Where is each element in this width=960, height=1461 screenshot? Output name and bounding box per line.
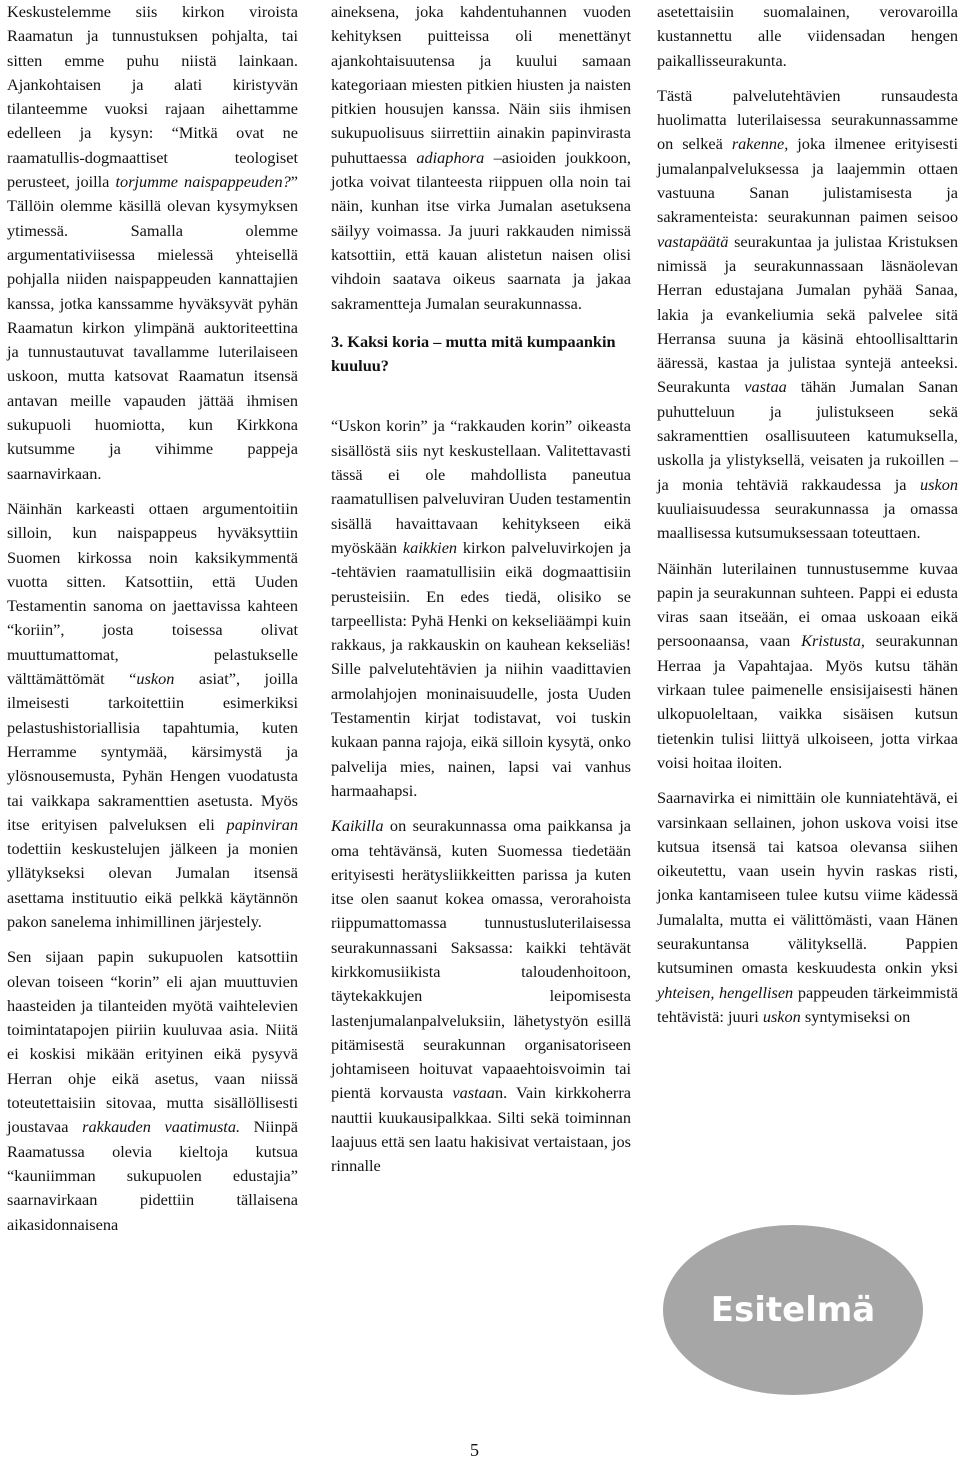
paragraph: Kaikilla on seurakunnassa oma paikkansa ja oma tehtävänsä, kuten Suomessa tiedetään erityisesti herätysliikkeitten parissa ja kuten itse olen saanut kokea omassa, verorahoista riippumattomassa tunnustusluterilaisessa seurakunnassani Saksassa: kaikki tehtävät kirkkomusiikista taloudenhoitoon, täytekakkujen leipomisesta lastenjumalanpalveluksiin, lähetystyön esillä pitämisestä seurakunnan organisatoriseen johtamiseen hoituvat vapaaehtoisvoimin tai pientä korvausta vastaan. Vain kirkkoherra nauttii kuukausipalkkaa. Silti sekä toiminnan laajuus että sen laatu hakisivat vertaistaan, jos rinnalle	[331, 816, 631, 1176]
paragraph: Näinhän luterilainen tunnustusemme kuvaa papin ja seurakunnan suhteen. Pappi ei edusta viras saan itseään, ei omaa uskoaan eikä persoonaansa, vaan Kristusta, seurakunnan Herraa ja Vapahtajaa. Myös kutsu tähän virkaan tulee paimenelle ensisijaisesti hänen ulkopuoleltaan, vaikka sisäisen kutsun tietenkin tulisi liittyä ulkoiseen, jotta virkaa voisi hoitaa iloiten.	[657, 558, 958, 772]
paragraph: “Uskon korin” ja “rakkauden korin” oikeasta sisällöstä siis nyt keskustellaan. Valitettavasti tässä ei ole mahdollista paneutua raamatullisen palveluviran Uuden testamentin sisällä havaittavaan kehitykseen eikä myöskään kaikkien kirkon palveluvirkojen ja -tehtävien raamatullisiin eikä dogmaattisiin perusteisiin. En edes tiedä, olisiko se tarpeellista: Pyhä Henki on kekseliäämpi kuin rakkaus, ja rakkauskin on kauhean kekseliäs! Sille palvelutehtävien ja niihin vaadittavien armolahjojen moninaisuudelle, josta Uuden Testamentin kirjat todistavat, voi tuskin kukaan panna rajoja, eikä silloin kysytä, onko palvelija mies, nainen, lapsi vai vanhus harmaahapsi.	[331, 416, 631, 800]
column-left	[7, 0, 298, 1248]
column-middle	[331, 0, 631, 1190]
paragraph: aineksena, joka kahdentuhannen vuoden kehityksen puitteissa oli menettänyt ajankohtaisuutensa ja kuului samaan kategoriaan miesten pitkien hiusten ja naisten pitkien housujen kanssa. Näin siis ihmisen sukupuolisuus siirrettiin ainakin papinvirasta puhuttaessa adiaphora –asioiden joukkoon, jotka voivat tilanteesta riippuen olla noin tai näin, kunhan itse virka Jumalan asetuksena säilyy voimassa. Ja juuri rakkauden nimissä katsottiin, että kauan alistetun naisen olisi vihdoin saatava oikeus saarnata ja jakaa sakramentteja Jumalan seurakunnassa.	[331, 2, 631, 313]
paragraph: Tästä palvelutehtävien runsaudesta huolimatta luterilaisessa seurakunnassamme on selkeä rakenne, joka ilmenee erityisesti jumalanpalveluksessa ja laajemmin ottaen vastuuna Sanan julistamisesta ja sakramenteista: seurakunnan paimen seisoo vastapäätä seurakuntaa ja julistaa Kristuksen nimissä ja seurakunnassaan läsnäolevan Herran edustajana Jumalan pyhää Sanaa, lakia ja evankeliumia sekä palvelee sitä Herransa suuna ja käsinä ehtoollisalttarin ääressä, kastaa ja julistaa syntejä anteeksi. Seurakunta vastaa tähän Jumalan Sanan puhutteluun ja julistukseen sekä sakramenttien osallisuuteen katumuksella, uskolla ja ylistyksellä, veisaten ja rukoillen – ja monia tehtäviä rakkaudessa ja uskon kuuliaisuudessa seurakunnassa ja omassa maallisessa kutsumuksessaan toteuttaen.	[657, 85, 959, 543]
paragraph: Näinhän karkeasti ottaen argumentoitiin silloin, kun naispappeus hyväksyttiin Suomen kirkossa noin kaksikymmentä vuotta sitten. Katsottiin, että Uuden Testamentin sanoma on jaettavissa kahteen “koriin”, josta toisessa olivat muuttumattomat, pelastukselle välttämättömät “uskon asiat”, joilla ilmeisesti tarkoitettiin esimerkiksi pelastushistoriallisia tapahtumia, kuten Herramme syntymää, kärsimystä ja ylösnousemusta, Pyhän Hengen vuodatusta tai vaikkapa sakramenttien asetusta. Myös itse erityisen palveluksen eli papinviran todettiin keskustelujen jälkeen ja monien yllätykseksi olevan Jumalan itsensä asettama instituutio eikä pelkkä käytännön pakon sanelema inhimillinen järjestely.	[7, 498, 299, 931]
paragraph: Sen sijaan papin sukupuolen katsottiin olevan toiseen “korin” eli ajan muuttuvien haasteiden ja tilanteiden myötä vaihtelevien toimintatapojen piiriin kuuluvaa asia. Niitä ei koskisi mikään erityinen eikä pysyvä Herran ohje eikä asetus, vaan niissä toteutettaisiin sitovaa, mutta sisällöllisesti joustavaa rakkauden vaatimusta. Niinpä Raamatussa olevia kieltoja kutsua “kauniimman sukupuolen edustajia” saarnavirkaan pidettiin tällaisena aikasidonnaisena	[7, 947, 298, 1234]
badge-label: Esitelmä	[710, 1290, 876, 1330]
section-badge	[663, 1225, 923, 1395]
paragraph: Keskustelemme siis kirkon viroista Raamatun ja tunnustuksen pohjalta, tai sitten emme puhu niistä lainkaan. Ajankohtaisen ja alati kiristyvän tilanteemme vuoksi rajaan aihettamme edelleen ja kysyn: “Mitkä ovat ne raamatullis-dogmaattiset teologiset perusteet, joilla torjumme naispappeuden?” Tällöin olemme käsillä olevan kysymyksen ytimessä. Samalla olemme argumentativiisessa mielessä yhteisellä pohjalla niiden naispappeuden kannattajien kanssa, jotka kanssamme hyväksyvät pyhän Raamatun kirkon ylimpänä auktoriteettina ja tunnustautuvat tavallamme luterilaiseen uskoon, mutta katsovat Raamatun itsensä antavan meille vapauden jättää ihmisen sukupuoli huomiotta, kun Kirkkona kutsumme ja vihimme pappeja saarnavirkaan.	[7, 2, 299, 483]
paragraph: asetettaisiin suomalainen, verovaroilla kustannettu alle viidensadan hengen paikallisseurakunta.	[657, 2, 958, 70]
paragraph: Saarnavirka ei nimittäin ole kunniatehtävä, ei varsinkaan sellainen, johon uskova voisi itse kutsua itsensä tai katsoa olevansa siihen oikeutettu, vaan usein hyvin raskas risti, jonka kantamiseen tulee kutsu viime kädessä Jumalalta, mutta ei välittömästi, vaan Hänen seurakuntansa välityksellä. Pappien kutsuminen omasta keskuudesta onkin yksi yhteisen, hengellisen pappeuden tärkeimmistä tehtävistä: juuri uskon syntymiseksi on	[657, 788, 958, 1026]
column-right	[657, 0, 958, 1040]
page-number: 5	[470, 1440, 479, 1460]
section-heading: 3. Kaksi koria – mutta mitä kumpaankin kuuluu?	[331, 331, 616, 376]
